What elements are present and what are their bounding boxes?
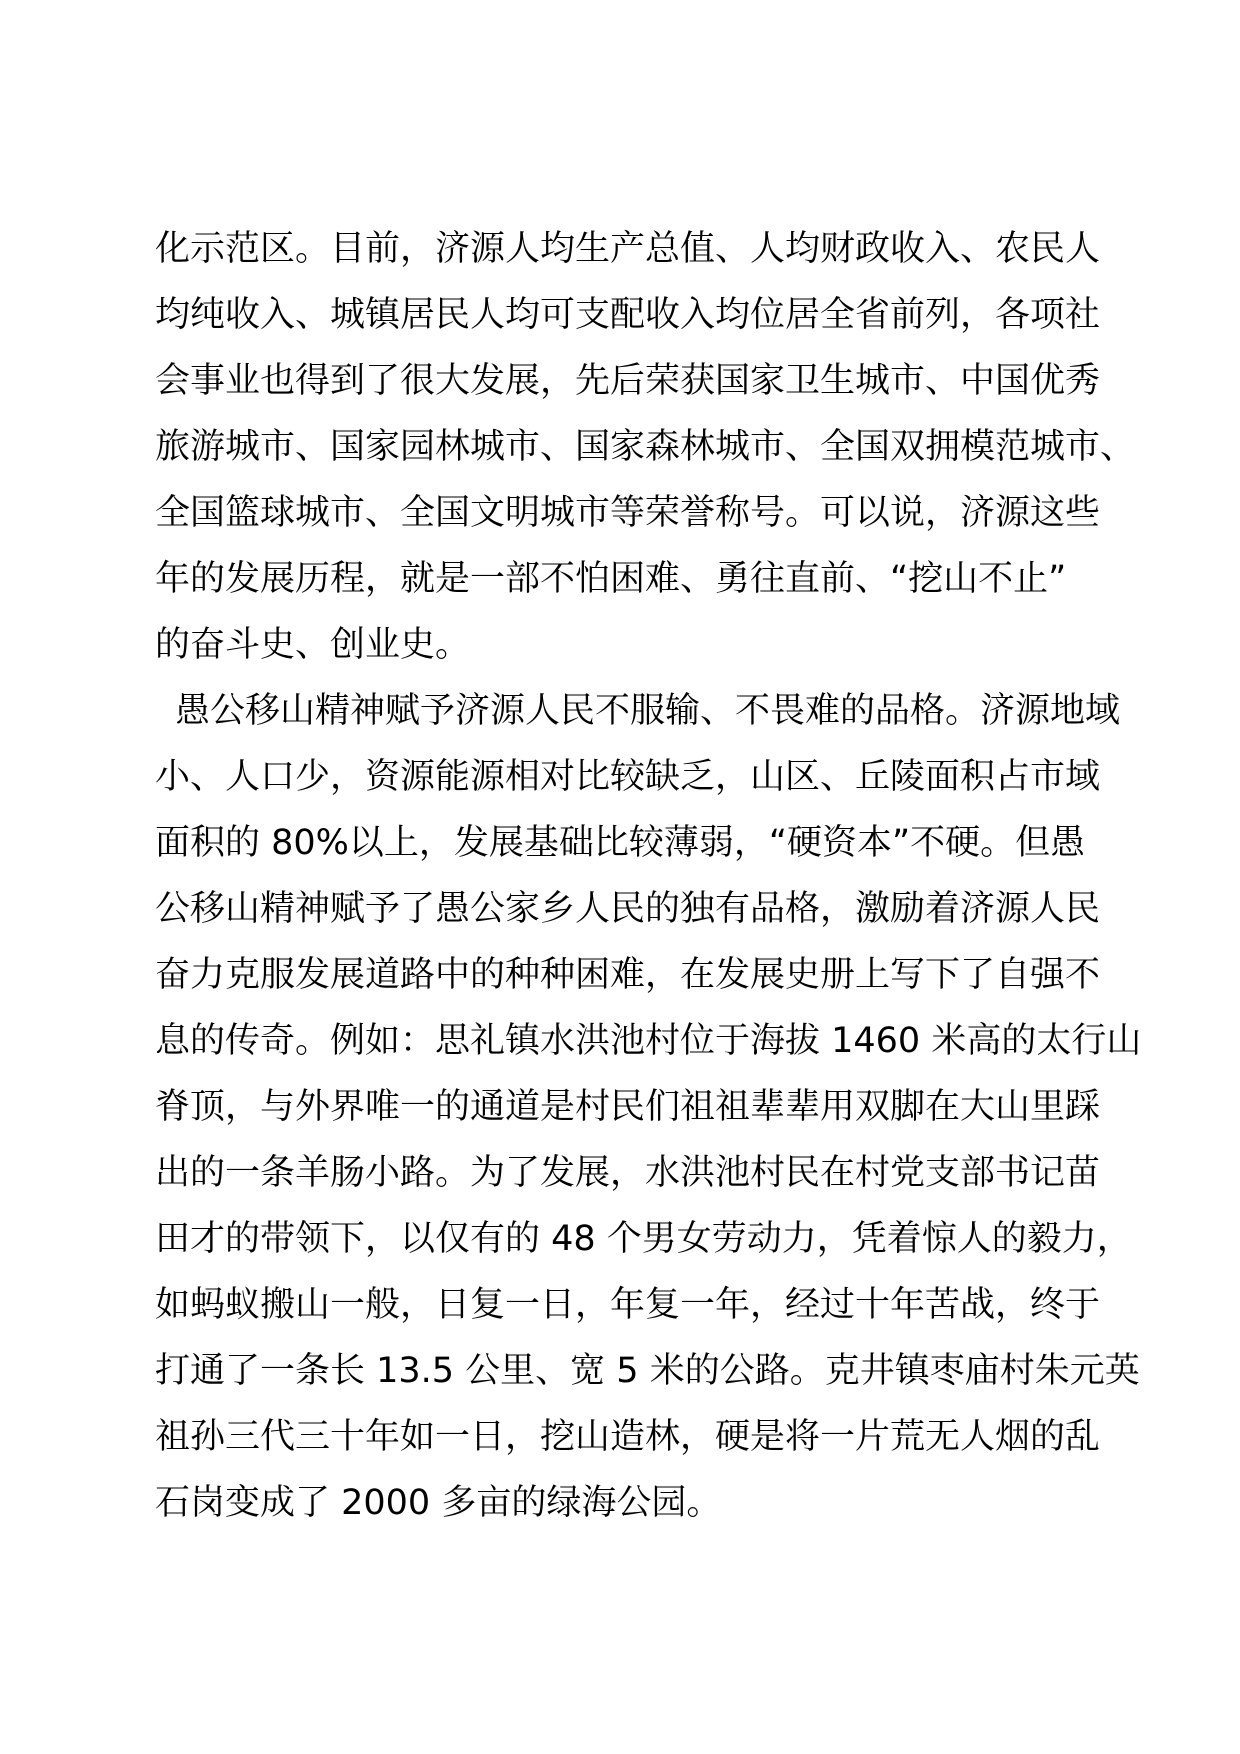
text-line: 年的发展历程，就是一部不怕困难、勇往直前、“挖山不止” bbox=[155, 559, 1067, 599]
text-line: 祖孙三代三十年如一日，挖山造林，硬是将一片荒无人烟的乱 bbox=[155, 1417, 1101, 1457]
text-line: 化示范区。目前，济源人均生产总值、人均财政收入、农民人 bbox=[155, 229, 1101, 269]
text-line: 出的一条羊肠小路。为了发展，水洪池村民在村党支部书记苗 bbox=[155, 1153, 1101, 1193]
text-line: 公移山精神赋予了愚公家乡人民的独有品格，激励着济源人民 bbox=[155, 889, 1101, 929]
text-line: 会事业也得到了很大发展，先后荣获国家卫生城市、中国优秀 bbox=[155, 361, 1101, 401]
paragraph-start-line: 愚公移山精神赋予济源人民不服输、不畏难的品格。济源地域 bbox=[175, 691, 1121, 731]
text-line: 息的传奇。例如：思礼镇水洪池村位于海拔 1460 米高的太行山 bbox=[155, 1021, 1142, 1061]
text-line: 面积的 80%以上，发展基础比较薄弱，“硬资本”不硬。但愚 bbox=[155, 823, 1086, 863]
text-line: 全国篮球城市、全国文明城市等荣誉称号。可以说，济源这些 bbox=[155, 493, 1101, 533]
text-line: 打通了一条长 13.5 公里、宽 5 米的公路。克井镇枣庙村朱元英 bbox=[155, 1351, 1140, 1391]
text-line: 田才的带领下，以仅有的 48 个男女劳动力，凭着惊人的毅力， bbox=[155, 1219, 1132, 1259]
text-line: 奋力克服发展道路中的种种困难，在发展史册上写下了自强不 bbox=[155, 955, 1101, 995]
text-line: 小、人口少，资源能源相对比较缺乏，山区、丘陵面积占市域 bbox=[155, 757, 1101, 797]
text-line: 的奋斗史、创业史。 bbox=[155, 625, 471, 665]
text-line: 石岗变成了 2000 多亩的绿海公园。 bbox=[155, 1483, 722, 1523]
text-line: 脊顶，与外界唯一的通道是村民们祖祖辈辈用双脚在大山里踩 bbox=[155, 1087, 1101, 1127]
text-line: 均纯收入、城镇居民人均可支配收入均位居全省前列，各项社 bbox=[155, 295, 1101, 335]
text-line: 如蚂蚁搬山一般，日复一日，年复一年，经过十年苦战，终于 bbox=[155, 1285, 1101, 1325]
text-line: 旅游城市、国家园林城市、国家森林城市、全国双拥模范城市、 bbox=[155, 427, 1136, 467]
body-text bbox=[155, 216, 1142, 1536]
